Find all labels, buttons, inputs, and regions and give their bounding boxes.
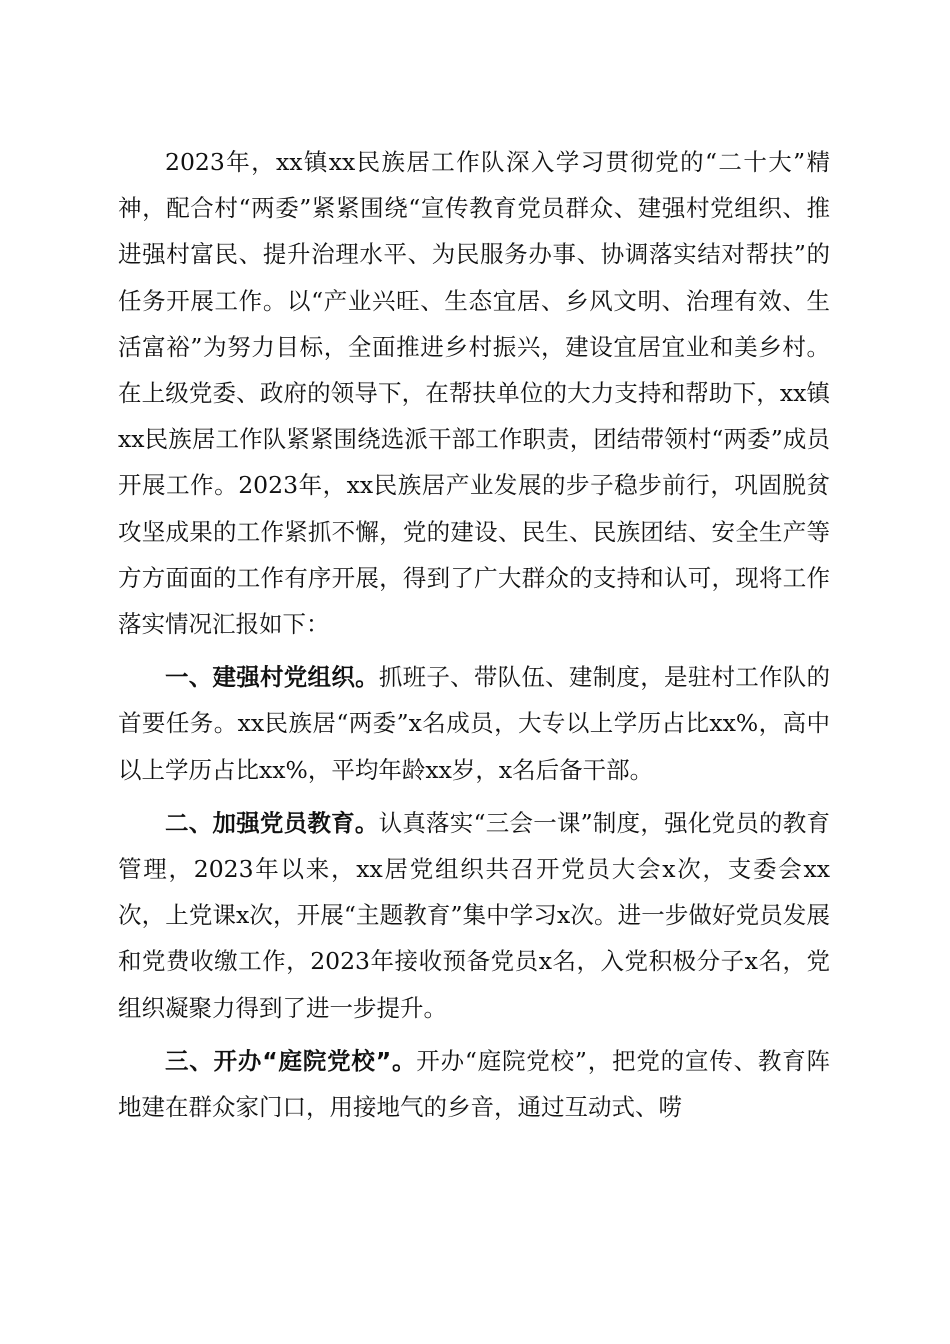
section-heading-member-education: 二、加强党员教育。	[165, 808, 379, 837]
section-text-member-education: 认真落实“三会一课”制度，强化党员的教育管理，2023年以来，xx居党组织共召开党员大会x次，支委会xx次，上党课x次，开展“主题教育”集中学习x次。进一步做好党员发展和党费收缴工作，2023年接收预备党员x名，入党积极分子x名，党组织凝聚力得到了进一步提升。	[118, 808, 831, 1022]
document-body	[118, 139, 830, 1130]
section-paragraph-party-organization	[118, 654, 830, 793]
section-heading-party-organization: 一、建强村党组织。	[165, 663, 379, 692]
section-paragraph-member-education	[118, 800, 830, 1031]
section-text-party-organization: 抓班子、带队伍、建制度，是驻村工作队的首要任务。xx民族居“两委”x名成员，大专以上学历占比xx%，高中以上学历占比xx%，平均年龄xx岁，x名后备干部。	[118, 663, 831, 784]
intro-text: 2023年，xx镇xx民族居工作队深入学习贯彻党的“二十大”精神，配合村“两委”紧紧围绕“宣传教育党员群众、建强村党组织、推进强村富民、提升治理水平、为民服务办事、协调落实结对帮扶”的任务开展工作。以“产业兴旺、生态宜居、乡风文明、治理有效、生活富裕”为努力目标，全面推进乡村振兴，建设宜居宜业和美乡村。在上级党委、政府的领导下，在帮扶单位的大力支持和帮助下，xx镇xx民族居工作队紧紧围绕选派干部工作职责，团结带领村“两委”成员开展工作。2023年，xx民族居产业发展的步子稳步前行，巩固脱贫攻坚成果的工作紧抓不懈，党的建设、民生、民族团结、安全生产等方方面面的工作有序开展，得到了广大群众的支持和认可，现将工作落实情况汇报如下：	[118, 148, 830, 639]
section-text-courtyard-school: 开办“庭院党校”，把党的宣传、教育阵地建在群众家门口，用接地气的乡音，通过互动式、唠	[118, 1046, 831, 1122]
section-paragraph-courtyard-school	[118, 1038, 830, 1130]
section-heading-courtyard-school: 三、开办“庭院党校”。	[165, 1046, 417, 1075]
intro-paragraph	[118, 139, 830, 647]
